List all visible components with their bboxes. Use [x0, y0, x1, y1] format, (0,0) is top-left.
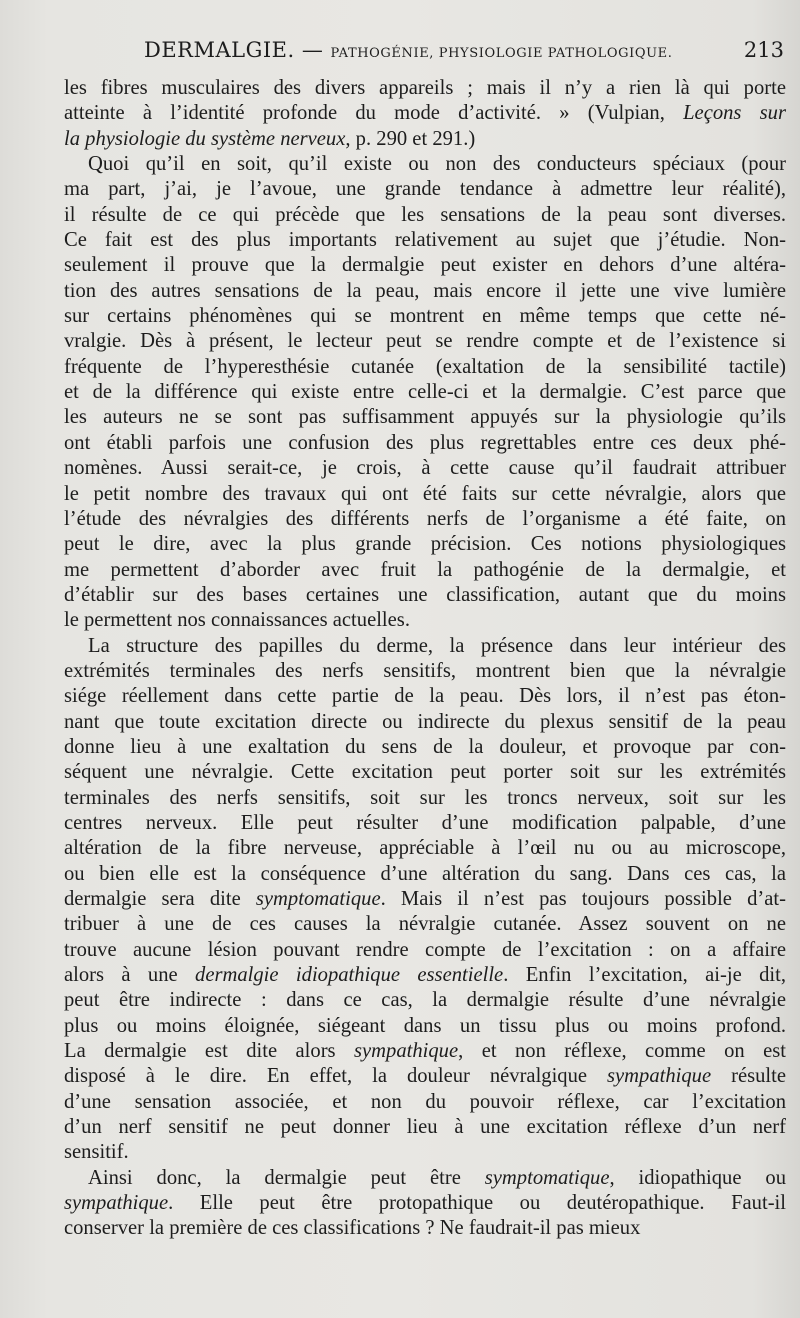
text-line: dermalgie sera dite symptomatique. Mais il n’est pas toujours possible d’at-: [64, 888, 786, 910]
text-line: La structure des papilles du derme, la présence dans leur intérieur des: [88, 634, 786, 657]
italic-phrase: sympathique: [354, 1040, 459, 1063]
italic-phrase: symptomatique: [255, 888, 381, 910]
text-line: ou bien elle est la conséquence d’une altération du sang. Dans ces cas, la: [64, 862, 786, 885]
text-line: sympathique. Elle peut être protopathique ou deutéropathique. Faut-il: [64, 1192, 786, 1215]
text-line: extrémités terminales des nerfs sensitifs, montrent bien que la névralgie: [64, 659, 786, 682]
text-line: centres nerveux. Elle peut résulter d’une modification palpable, d’une: [64, 811, 786, 834]
running-head-subtitle: PATHOGÉNIE, PHYSIOLOGIE PATHOLOGIQUE.: [330, 46, 673, 61]
text-line: séquent une névralgie. Cette excitation peut porter soit sur les extrémités: [64, 761, 786, 784]
paragraph: [64, 1166, 786, 1242]
text-line: le permettent nos connaissances actuelles.: [64, 609, 410, 632]
text-line: donne lieu à une exaltation du sens de la douleur, et provoque par con-: [64, 735, 786, 758]
text-line: sur certains phénomènes qui se montrent en même temps que cette né-: [64, 305, 786, 328]
text-line: il résulte de ce qui précède que les sensations de la peau sont diverses.: [64, 203, 786, 226]
text-line: La dermalgie est dite alors sympathique, et non réflexe, comme on est: [64, 1040, 786, 1063]
body-text: [64, 76, 786, 1242]
paragraph: [64, 76, 786, 152]
text-line: seulement il prouve que la dermalgie peut exister en dehors d’une altéra-: [64, 254, 786, 277]
text-line: altération de la fibre nerveuse, appréciable à l’œil nu ou au microscope,: [64, 837, 786, 860]
text-line: me permettent d’aborder avec fruit la pathogénie de la dermalgie, et: [64, 558, 786, 581]
text-line: tion des autres sensations de la peau, mais encore il jette une vive lumière: [64, 279, 786, 302]
running-head: [64, 38, 784, 72]
italic-phrase: sympathique: [64, 1192, 169, 1215]
paragraph: [64, 634, 786, 1166]
text-line: siége réellement dans cette partie de la peau. Dès lors, il n’est pas éton-: [64, 685, 786, 708]
text-line: l’étude des névralgies des différents nerfs de l’organisme a été faite, on: [64, 507, 786, 530]
text-line: ont établi parfois une confusion des plus regrettables entre ces deux phé-: [64, 431, 786, 454]
text-line: d’un nerf sensitif ne peut donner lieu à une excitation réflexe d’un nerf: [64, 1116, 786, 1139]
running-head-dash: —: [294, 38, 331, 62]
text-line: la physiologie du système nerveux, p. 290 et 291.): [64, 127, 476, 150]
text-line: terminales des nerfs sensitifs, soit sur les troncs nerveux, soit sur les: [64, 786, 786, 809]
text-line: ma part, j’ai, je l’avoue, une grande tendance à admettre leur réalité),: [64, 178, 786, 201]
italic-phrase: sympathique: [607, 1065, 712, 1088]
text-line: plus ou moins éloignée, siégeant dans un tissu plus ou moins profond.: [64, 1014, 786, 1037]
text-line: le petit nombre des travaux qui ont été faits sur cette névralgie, alors que: [64, 482, 786, 505]
text-line: les auteurs ne se sont pas suffisamment appuyés sur la physiologie qu’ils: [64, 406, 786, 429]
text-line: et de la différence qui existe entre celle-ci et la dermalgie. C’est parce que: [64, 381, 786, 404]
running-head-title: [144, 38, 673, 62]
italic-phrase: dermalgie idiopathique essentielle: [195, 964, 504, 987]
italic-phrase: Leçons sur: [683, 102, 786, 125]
paragraph: [64, 152, 786, 634]
text-line: alors à une dermalgie idiopathique essentielle. Enfin l’excitation, ai-je dit,: [64, 964, 786, 987]
text-line: d’établir sur des bases certaines une classification, autant que du moins: [64, 583, 786, 606]
italic-phrase: la physiologie du système nerveux: [64, 127, 346, 150]
text-line: Quoi qu’il en soit, qu’il existe ou non des conducteurs spéciaux (pour: [88, 153, 786, 176]
text-line: Ce fait est des plus importants relativement au sujet que j’étudie. Non-: [64, 229, 786, 252]
text-line: fréquente de l’hyperesthésie cutanée (exaltation de la sensibilité tactile): [64, 355, 786, 378]
text-line: conserver la première de ces classifications ? Ne faudrait-il pas mieux: [64, 1217, 641, 1240]
italic-phrase: symptomatique: [484, 1166, 610, 1189]
text-line: sensitif.: [64, 1141, 129, 1164]
text-line: tribuer à une de ces causes la névralgie cutanée. Assez souvent on ne: [64, 913, 786, 936]
text-line: peut être indirecte : dans ce cas, la dermalgie résulte d’une névralgie: [64, 989, 786, 1012]
text-line: d’une sensation associée, et non du pouvoir réflexe, car l’excitation: [64, 1090, 786, 1113]
text-line: nant que toute excitation directe ou indirecte du plexus sensitif de la peau: [64, 710, 786, 733]
text-line: peut le dire, avec la plus grande précision. Ces notions physiologiques: [64, 533, 786, 556]
text-line: les fibres musculaires des divers appareils ; mais il n’y a rien là qui porte: [64, 77, 786, 99]
text-line: nomènes. Aussi serait-ce, je crois, à cette cause qu’il faudrait attribuer: [64, 457, 786, 480]
text-line: Ainsi donc, la dermalgie peut être symptomatique, idiopathique ou: [88, 1166, 786, 1189]
text-line: atteinte à l’identité profonde du mode d’activité. » (Vulpian, Leçons sur: [64, 102, 786, 125]
text-line: trouve aucune lésion pouvant rendre compte de l’excitation : on a affaire: [64, 938, 786, 961]
running-head-main: DERMALGIE.: [144, 38, 295, 62]
text-line: vralgie. Dès à présent, le lecteur peut se rendre compte et de l’existence si: [64, 330, 786, 353]
page-number: 213: [743, 38, 784, 62]
text-line: disposé à le dire. En effet, la douleur névralgique sympathique résulte: [64, 1065, 786, 1088]
